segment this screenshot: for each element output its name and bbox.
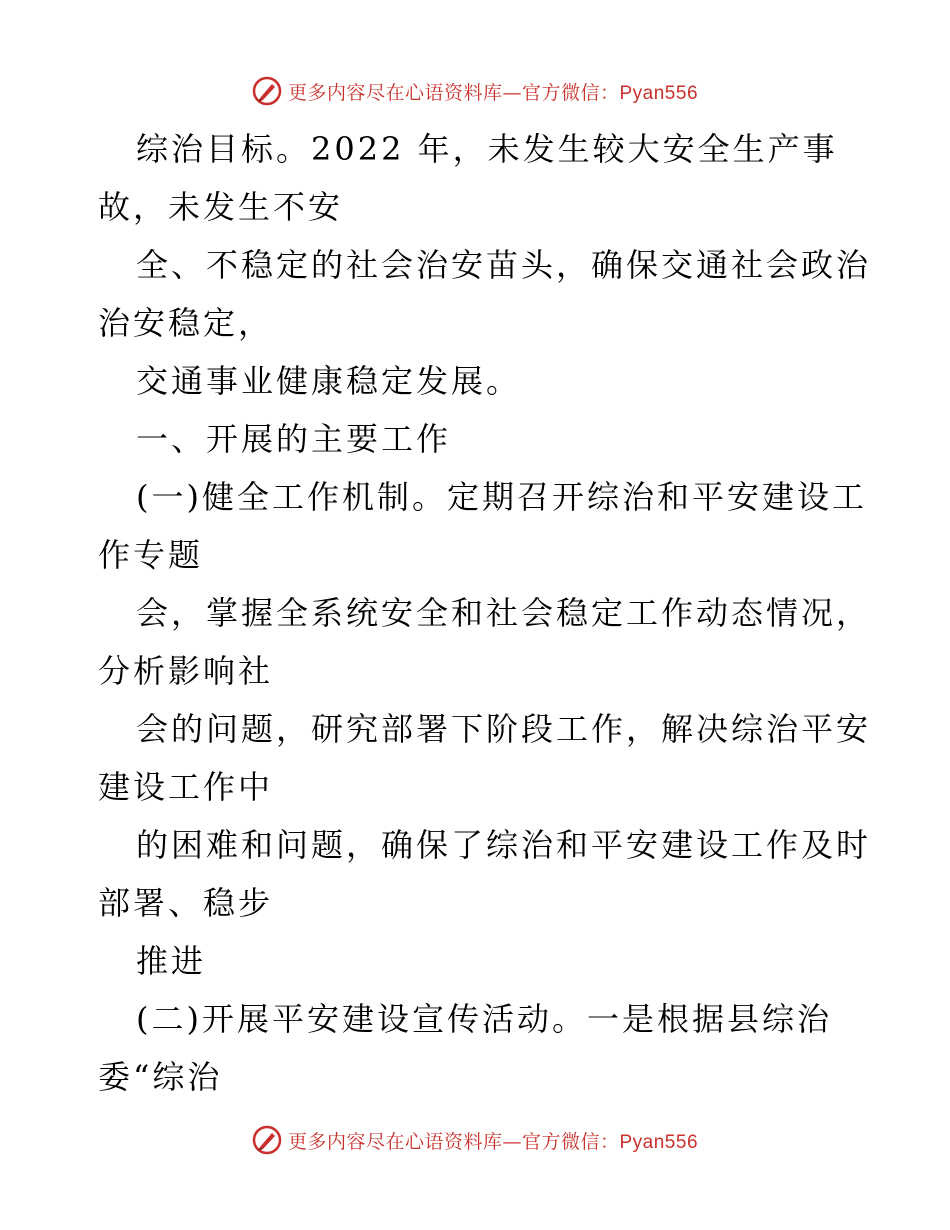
text-line: 建设工作中	[98, 768, 274, 806]
pen-logo-icon	[252, 76, 282, 106]
text-line: (二)开展平安建设宣传活动。一是根据县综治	[136, 1000, 832, 1038]
text-line: 部署、稳步	[98, 884, 274, 922]
text-line: 作专题	[98, 536, 204, 574]
header-watermark	[0, 71, 950, 111]
text-line: 推进	[136, 942, 207, 980]
text-line: 交通事业健康稳定发展。	[136, 362, 522, 400]
text-line: 的困难和问题，确保了综治和平安建设工作及时	[136, 826, 872, 864]
text-line: 全、不稳定的社会治安苗头，确保交通社会政治	[136, 246, 872, 284]
text-line: 故，未发生不安	[98, 188, 344, 226]
text-line: 治安稳定，	[98, 304, 274, 342]
watermark-text: 更多内容尽在心语资料库—官方微信：Pyan556	[287, 81, 699, 104]
text-line: 分析影响社	[98, 652, 274, 690]
pen-logo-icon	[252, 1125, 282, 1155]
watermark-text: 更多内容尽在心语资料库—官方微信：Pyan556	[287, 1130, 699, 1153]
text-line: (一)健全工作机制。定期召开综治和平安建设工	[136, 478, 867, 516]
text-line: 综治目标。2022 年，未发生较大安全生产事	[136, 130, 838, 168]
text-line: 会，掌握全系统安全和社会稳定工作动态情况，	[136, 594, 872, 632]
section-heading: 一、开展的主要工作	[136, 420, 452, 458]
text-line: 会的问题，研究部署下阶段工作，解决综治平安	[136, 710, 872, 748]
document-body	[98, 120, 872, 1106]
text-line: 委“综治	[98, 1058, 223, 1096]
footer-watermark	[0, 1120, 950, 1160]
